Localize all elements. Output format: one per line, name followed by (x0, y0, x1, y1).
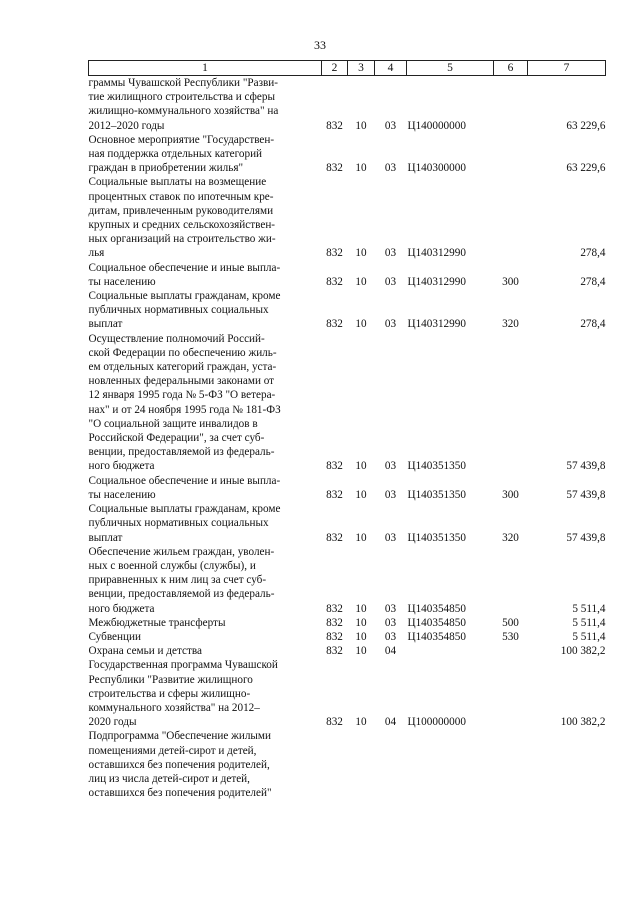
row-pr-cell: 03 (384, 460, 397, 473)
row-rz-cell (348, 729, 375, 800)
row-vr-cell (494, 76, 528, 133)
column-header: 1 (89, 61, 322, 76)
row-cs-cell: Ц140354850 (407, 616, 466, 629)
row-sum-cell (528, 729, 606, 800)
row-cs-cell: Ц140354850 (407, 630, 466, 643)
row-pr-cell: 03 (384, 318, 397, 331)
row-gr-cell: 832 (326, 460, 343, 473)
table-row (89, 76, 606, 133)
row-sum-cell: 57 439,8 (566, 460, 606, 473)
row-sum-cell: 278,4 (580, 275, 606, 288)
table-row (89, 644, 606, 658)
row-pr-cell: 03 (384, 616, 397, 629)
page-number: 33 (314, 38, 326, 52)
row-pr-cell: 03 (384, 162, 397, 175)
row-gr-cell: 832 (326, 630, 343, 643)
row-name: Государственная программа Чувашской Республики "Развитие жилищного строительства и сферы жилищно- коммунального хозяйства" на 2012– 2020 годы (88, 659, 278, 729)
row-gr-cell: 832 (326, 488, 343, 501)
row-gr-cell: 832 (326, 162, 343, 175)
row-pr-cell: 03 (384, 119, 397, 132)
row-pr-cell: 03 (384, 247, 397, 260)
row-rz-cell: 10 (355, 247, 367, 260)
row-sum-cell: 57 439,8 (566, 531, 606, 544)
row-pr-cell: 04 (384, 716, 397, 729)
row-pr-cell: 03 (384, 275, 397, 288)
row-cs-cell: Ц100000000 (407, 716, 466, 729)
row-vr-cell (494, 175, 528, 260)
row-vr-cell (494, 545, 528, 616)
row-name: Субвенции (88, 630, 141, 643)
table-row (89, 630, 606, 644)
row-cs-cell (407, 644, 494, 658)
row-rz-cell: 10 (355, 602, 367, 615)
row-rz-cell: 10 (355, 716, 367, 729)
row-gr-cell: 832 (326, 275, 343, 288)
row-sum-cell: 278,4 (580, 247, 606, 260)
row-cs-cell: Ц140312990 (407, 318, 466, 331)
row-vr-cell: 500 (502, 616, 519, 629)
row-vr-cell: 300 (502, 275, 519, 288)
row-rz-cell: 10 (355, 275, 367, 288)
column-header: 7 (528, 61, 606, 76)
row-sum-cell: 63 229,6 (566, 119, 606, 132)
row-gr-cell: 832 (326, 119, 343, 132)
row-cs-cell: Ц140351350 (407, 460, 466, 473)
row-sum-cell: 5 511,4 (572, 616, 606, 629)
row-vr-cell (494, 729, 528, 800)
table-row (89, 175, 606, 260)
row-rz-cell: 10 (355, 630, 367, 643)
column-header: 3 (348, 61, 375, 76)
row-sum-cell: 278,4 (580, 318, 606, 331)
table-row (89, 332, 606, 474)
row-pr-cell (375, 729, 407, 800)
row-cs-cell: Ц140351350 (407, 488, 466, 501)
row-sum-cell: 5 511,4 (572, 630, 606, 643)
budget-table (88, 60, 606, 800)
row-name: Социальное обеспечение и иные выпла- ты населению (88, 474, 281, 501)
row-cs-cell: Ц140000000 (407, 119, 466, 132)
row-name: Обеспечение жильем граждан, уволен- ных с военной службы (службы), и приравненных к ним лиц за счет суб- венции, предоставляемой из федераль- ного бюджета (88, 545, 275, 615)
header-row (89, 61, 606, 76)
table-body (89, 76, 606, 801)
table-row (89, 502, 606, 545)
row-cs-cell: Ц140300000 (407, 162, 466, 175)
column-header: 2 (322, 61, 348, 76)
row-rz-cell: 10 (355, 460, 367, 473)
row-gr-cell: 832 (326, 318, 343, 331)
row-name: Охрана семьи и детства (88, 645, 202, 658)
row-pr-cell: 03 (384, 602, 397, 615)
row-name: Социальные выплаты гражданам, кроме публичных нормативных социальных выплат (88, 290, 281, 331)
row-cs-cell (407, 729, 494, 800)
column-header: 5 (407, 61, 494, 76)
row-cs-cell: Ц140354850 (407, 602, 466, 615)
row-rz-cell: 10 (355, 616, 367, 629)
row-rz-cell: 10 (355, 162, 367, 175)
row-name: граммы Чувашской Республики "Разви- тие жилищного строительства и сферы жилищно-коммунального хозяйства" на 2012–2020 годы (88, 77, 279, 132)
row-name: Межбюджетные трансферты (88, 616, 226, 629)
table-row (89, 545, 606, 616)
row-cs-cell: Ц140351350 (407, 531, 466, 544)
column-header: 4 (375, 61, 407, 76)
row-gr-cell: 832 (326, 716, 343, 729)
row-vr-cell (494, 332, 528, 474)
row-cs-cell: Ц140312990 (407, 247, 466, 260)
table-header (89, 61, 606, 76)
row-rz-cell: 10 (355, 488, 367, 501)
row-vr-cell (494, 658, 528, 729)
row-rz-cell: 10 (355, 531, 367, 544)
column-header: 6 (494, 61, 528, 76)
row-gr-cell: 832 (326, 645, 343, 658)
row-sum-cell: 100 382,2 (560, 645, 606, 658)
row-pr-cell: 03 (384, 630, 397, 643)
row-pr-cell: 03 (384, 531, 397, 544)
row-gr-cell: 832 (326, 602, 343, 615)
table-row (89, 133, 606, 176)
row-sum-cell: 5 511,4 (572, 602, 606, 615)
row-rz-cell: 10 (355, 645, 367, 658)
row-name: Социальное обеспечение и иные выпла- ты населению (88, 261, 281, 288)
table-row (89, 658, 606, 729)
row-name: Подпрограмма "Обеспечение жилыми помещениями детей-сирот и детей, оставшихся без попечения родителей, лиц из числа детей-сирот и детей, оставшихся без попечения родителей" (88, 730, 272, 800)
row-rz-cell: 10 (355, 318, 367, 331)
row-vr-cell: 530 (502, 630, 519, 643)
row-name: Осуществление полномочий Россий- ской Федерации по обеспечению жиль- ем отдельных категорий граждан, уста- новленных федеральными законами от 12 января 1995 года № 5-ФЗ "О ветера- нах" и от 24 ноября 1995 года № 181-ФЗ "О социальной защите инвалидов в Российской Федерации", за счет суб- венции, предоставляемой из федераль- ного бюджета (88, 332, 281, 473)
table-row (89, 289, 606, 332)
row-sum-cell: 57 439,8 (566, 488, 606, 501)
row-pr-cell: 04 (384, 645, 397, 658)
row-name: Социальные выплаты на возмещение процентных ставок по ипотечным кре- дитам, привлеченным руководителями крупных и средних сельскохозяйствен- ных организаций на строительство жи- лья (88, 176, 276, 260)
row-gr-cell: 832 (326, 616, 343, 629)
table-row (89, 729, 606, 800)
row-name: Социальные выплаты гражданам, кроме публичных нормативных социальных выплат (88, 503, 281, 544)
row-name: Основное мероприятие "Государствен- ная поддержка отдельных категорий граждан в приобретении жилья" (88, 133, 275, 175)
row-vr-cell: 320 (502, 531, 519, 544)
row-gr-cell: 832 (326, 247, 343, 260)
table-row (89, 616, 606, 630)
row-rz-cell: 10 (355, 119, 367, 132)
row-cs-cell: Ц140312990 (407, 275, 466, 288)
table-row (89, 261, 606, 289)
table-row (89, 474, 606, 502)
row-vr-cell (494, 644, 528, 658)
row-sum-cell: 63 229,6 (566, 162, 606, 175)
row-sum-cell: 100 382,2 (560, 716, 606, 729)
row-vr-cell (494, 133, 528, 176)
row-gr-cell (322, 729, 348, 800)
row-gr-cell: 832 (326, 531, 343, 544)
row-pr-cell: 03 (384, 488, 397, 501)
row-vr-cell: 320 (502, 318, 519, 331)
row-vr-cell: 300 (502, 488, 519, 501)
